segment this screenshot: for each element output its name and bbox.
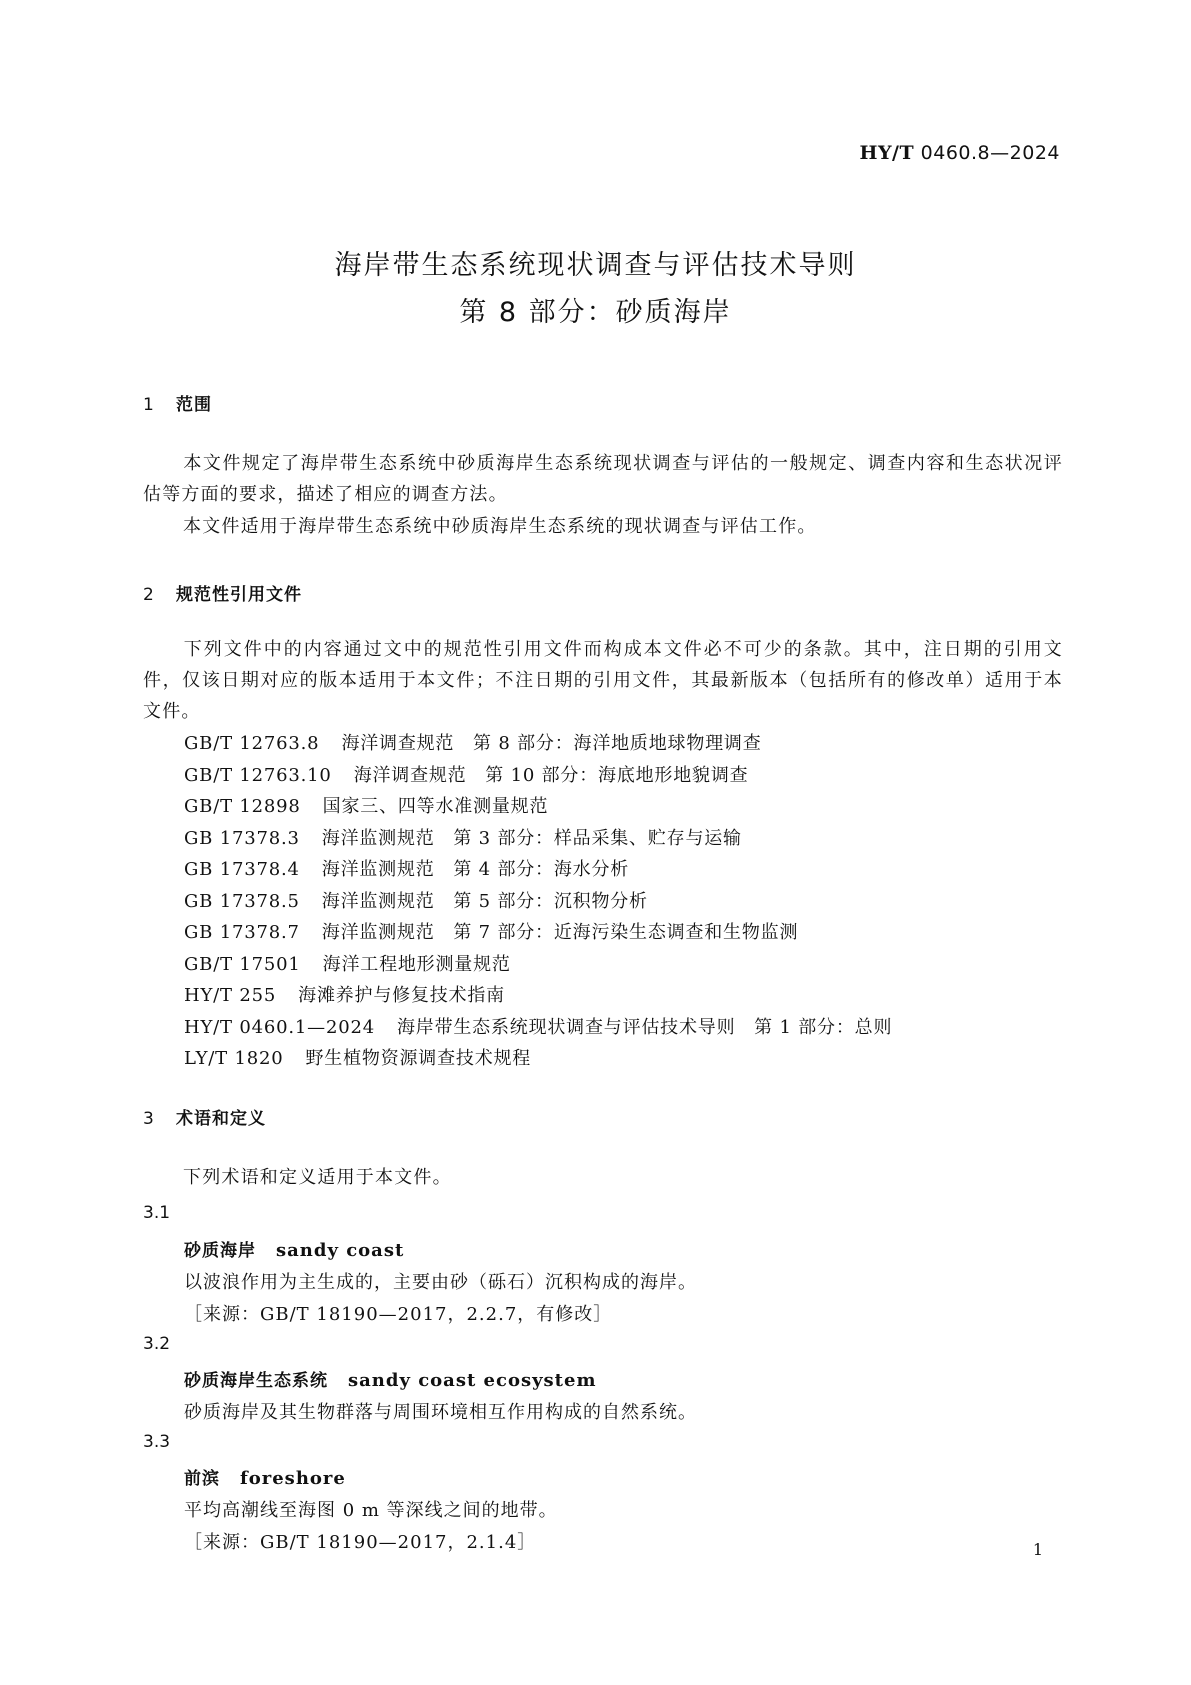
term-definition: 平均高潮线至海图 0 m 等深线之间的地带。	[184, 1500, 558, 1521]
reference-code: GB/T 17501	[184, 953, 301, 975]
section-title: 范围	[176, 395, 212, 415]
reference-code: GB 17378.4	[184, 859, 300, 880]
reference-title: 海洋调查规范 第 8 部分：海洋地质地球物理调查	[341, 733, 762, 754]
section-3-heading	[143, 1104, 266, 1129]
reference-title: 海洋调查规范 第 10 部分：海底地形地貌调查	[353, 764, 749, 786]
reference-title: 海滩养护与修复技术指南	[298, 985, 505, 1006]
section-title: 术语和定义	[176, 1109, 266, 1129]
reference-title: 海洋监测规范 第 3 部分：样品采集、贮存与运输	[321, 827, 742, 849]
paragraph-text: 下列文件中的内容通过文中的规范性引用文件而构成本文件必不可少的条款。其中，注日期的引用文件，仅该日期对应的版本适用于本文件；不注日期的引用文件，其最新版本（包括所有的修改单）适用于本文件。	[143, 639, 1063, 722]
reference-code: GB/T 12763.10	[184, 764, 332, 786]
reference-title: 海岸带生态系统现状调查与评估技术导则 第 1 部分：总则	[396, 1016, 893, 1038]
document-subtitle: 第 8 部分：砂质海岸	[459, 297, 732, 328]
reference-item	[184, 760, 892, 792]
page-number: 1	[1032, 1540, 1043, 1559]
section-title: 规范性引用文件	[176, 585, 302, 605]
section-1-paragraph-2	[143, 511, 1063, 542]
reference-title: 国家三、四等水准测量规范	[322, 796, 549, 817]
term-entry	[184, 1464, 346, 1489]
reference-item	[184, 980, 892, 1012]
term-number: 3.1	[143, 1203, 171, 1223]
term-english: foreshore	[240, 1468, 346, 1489]
code-prefix: HY/T	[859, 142, 915, 164]
reference-code: GB/T 12763.8	[184, 733, 320, 754]
normative-references-list	[184, 728, 892, 1075]
reference-code: GB/T 12898	[184, 796, 301, 817]
reference-title: 海洋监测规范 第 5 部分：沉积物分析	[321, 890, 648, 912]
section-3-paragraph-1	[143, 1162, 1063, 1193]
term-entry	[184, 1366, 597, 1391]
section-2-heading	[143, 580, 302, 605]
reference-item	[184, 917, 892, 949]
reference-title: 海洋监测规范 第 7 部分：近海污染生态调查和生物监测	[321, 922, 799, 943]
reference-code: GB 17378.5	[184, 890, 300, 912]
term-number: 3.2	[143, 1334, 171, 1354]
term-name: 砂质海岸	[184, 1241, 256, 1261]
reference-item	[184, 823, 892, 855]
section-1-paragraph-1	[143, 448, 1063, 510]
reference-title: 海洋工程地形测量规范	[322, 953, 511, 975]
reference-code: GB 17378.3	[184, 827, 300, 849]
reference-item	[184, 791, 892, 823]
section-2-paragraph-1	[143, 634, 1063, 727]
section-1-heading	[143, 390, 212, 415]
reference-item	[184, 728, 892, 760]
paragraph-text: 本文件适用于海岸带生态系统中砂质海岸生态系统的现状调查与评估工作。	[183, 516, 817, 537]
reference-code: GB 17378.7	[184, 922, 300, 943]
reference-item	[184, 1012, 892, 1044]
term-definition: 以波浪作用为主生成的，主要由砂（砾石）沉积构成的海岸。	[184, 1272, 697, 1293]
term-number: 3.3	[143, 1432, 171, 1452]
reference-title: 海洋监测规范 第 4 部分：海水分析	[321, 859, 630, 880]
reference-item	[184, 886, 892, 918]
reference-code: LY/T 1820	[184, 1048, 284, 1069]
term-entry	[184, 1236, 404, 1261]
reference-title: 野生植物资源调查技术规程	[305, 1048, 532, 1069]
term-source: ［来源：GB/T 18190—2017，2.1.4］	[184, 1532, 537, 1553]
reference-item	[184, 854, 892, 886]
term-source: ［来源：GB/T 18190—2017，2.2.7，有修改］	[184, 1304, 613, 1325]
section-number: 3	[143, 1109, 155, 1129]
reference-code: HY/T 0460.1—2024	[184, 1016, 375, 1038]
term-name: 前滨	[184, 1469, 220, 1489]
document-title: 海岸带生态系统现状调查与评估技术导则	[334, 250, 857, 281]
paragraph-text: 本文件规定了海岸带生态系统中砂质海岸生态系统现状调查与评估的一般规定、调查内容和生态状况评估等方面的要求，描述了相应的调查方法。	[143, 453, 1063, 505]
section-number: 1	[143, 395, 155, 415]
paragraph-text: 下列术语和定义适用于本文件。	[183, 1167, 452, 1188]
code-number: 0460.8—2024	[914, 142, 1060, 164]
reference-item	[184, 949, 892, 981]
term-english: sandy coast	[276, 1240, 405, 1261]
term-english: sandy coast ecosystem	[348, 1370, 597, 1391]
section-number: 2	[143, 585, 155, 605]
document-code	[860, 142, 1060, 164]
term-name: 砂质海岸生态系统	[184, 1371, 328, 1391]
reference-code: HY/T 255	[184, 985, 277, 1006]
term-definition: 砂质海岸及其生物群落与周围环境相互作用构成的自然系统。	[184, 1402, 697, 1423]
reference-item	[184, 1043, 892, 1075]
